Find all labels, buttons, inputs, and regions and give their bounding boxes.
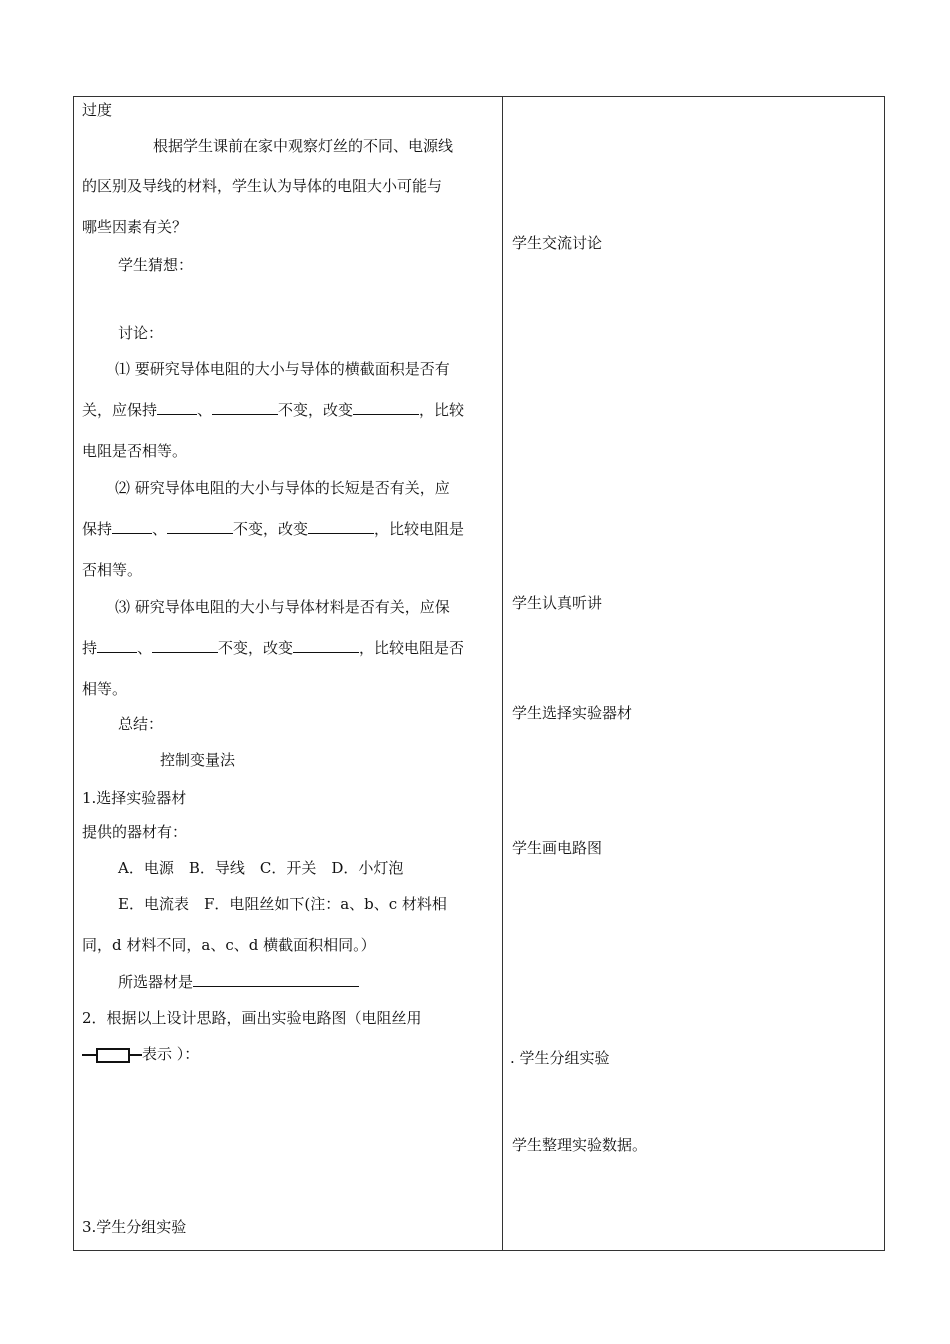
paragraph-line: 否相等。	[82, 561, 143, 579]
blank-3[interactable]	[293, 638, 359, 653]
question-text: 持	[82, 639, 98, 657]
question-3-blanks	[82, 638, 464, 658]
selected-equipment-label: 所选器材是	[118, 973, 194, 991]
question-text: ，比较电阻是否	[359, 639, 465, 657]
question-text: 保持	[82, 520, 113, 538]
column-divider	[502, 96, 503, 1251]
step-2-line: 2．根据以上设计思路，画出实验电路图（电阻丝用	[82, 1009, 422, 1027]
paragraph-line: 的区别及导线的材料，学生认为导体的电阻大小可能与	[82, 177, 443, 195]
question-text: 关，应保持	[82, 401, 158, 419]
question-text: 、	[137, 639, 153, 657]
resistor-legend	[82, 1044, 199, 1064]
question-text: 不变，改变	[233, 520, 309, 538]
selected-equipment-blank[interactable]	[193, 972, 359, 987]
step-3-title: 3.学生分组实验	[82, 1218, 187, 1236]
step-1-title: 1.选择实验器材	[82, 789, 187, 807]
question-text: ，比较电阻是	[374, 520, 465, 538]
paragraph-line: 相等。	[82, 680, 128, 698]
blank-3[interactable]	[353, 400, 419, 415]
paragraph-line: 电阻是否相等。	[82, 442, 188, 460]
selected-equipment	[118, 972, 359, 992]
resistor-legend-text: 表示 ）：	[142, 1045, 200, 1063]
blank-2[interactable]	[212, 400, 278, 415]
blank-2[interactable]	[167, 519, 233, 534]
blank-1[interactable]	[97, 638, 137, 653]
blank-1[interactable]	[112, 519, 152, 534]
method-name: 控制变量法	[160, 751, 236, 769]
student-activity: 学生画电路图	[512, 839, 603, 857]
question-text: 、	[197, 401, 213, 419]
student-activity: 学生交流讨论	[512, 234, 603, 252]
resistor-symbol-icon	[82, 1048, 142, 1062]
question-2-line: ⑵ 研究导体电阻的大小与导体的长短是否有关，应	[115, 479, 450, 497]
equipment-list: A．电源 B．导线 C．开关 D．小灯泡	[118, 859, 404, 877]
student-activity: 学生整理实验数据。	[512, 1136, 648, 1154]
paragraph-line: 哪些因素有关？	[82, 218, 188, 236]
student-activity: 学生选择实验器材	[512, 704, 633, 722]
section-title: 过度	[82, 101, 113, 119]
summary-label: 总结：	[118, 715, 164, 733]
student-activity: . 学生分组实验	[510, 1049, 610, 1067]
question-text: ，比较	[419, 401, 465, 419]
question-text: 、	[152, 520, 168, 538]
question-2-blanks	[82, 519, 464, 539]
paragraph-line: 根据学生课前在家中观察灯丝的不同、电源线	[153, 137, 454, 155]
question-1-line: ⑴ 要研究导体电阻的大小与导体的横截面积是否有	[115, 360, 450, 378]
equipment-list: E．电流表 F．电阻丝如下(注：a、b、c 材料相	[118, 895, 447, 913]
question-text: 不变，改变	[278, 401, 354, 419]
guess-label: 学生猜想：	[118, 256, 194, 274]
blank-1[interactable]	[157, 400, 197, 415]
discussion-label: 讨论：	[118, 324, 164, 342]
question-3-line: ⑶ 研究导体电阻的大小与导体材料是否有关，应保	[115, 598, 450, 616]
question-text: 不变，改变	[218, 639, 294, 657]
paragraph-line: 同，d 材料不同，a、c、d 横截面积相同。）	[82, 936, 376, 954]
question-1-blanks	[82, 400, 464, 420]
student-activity: 学生认真听讲	[512, 594, 603, 612]
paragraph-line: 提供的器材有：	[82, 823, 188, 841]
table-frame	[73, 96, 885, 1251]
blank-2[interactable]	[152, 638, 218, 653]
blank-3[interactable]	[308, 519, 374, 534]
